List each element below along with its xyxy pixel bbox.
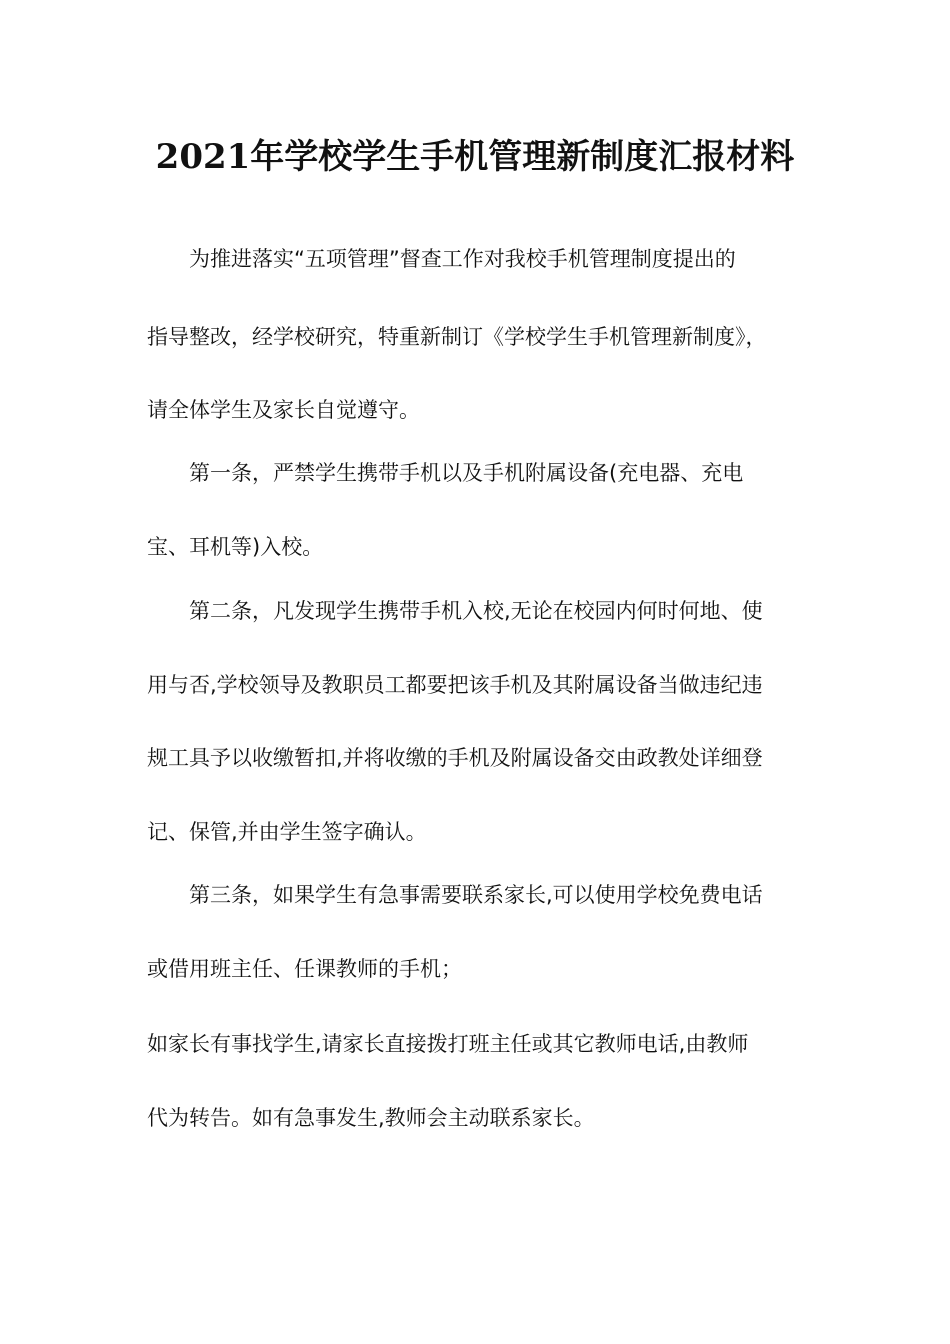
document-title: 2021年学校学生手机管理新制度汇报材料 [155, 137, 795, 177]
paragraph-line: 第一条，严禁学生携带手机以及手机附属设备(充电器、充电 [189, 461, 744, 485]
paragraph-line: 规工具予以收缴暂扣,并将收缴的手机及附属设备交由政教处详细登 [147, 746, 763, 770]
paragraph-line: 代为转告。如有急事发生,教师会主动联系家长。 [147, 1106, 595, 1130]
paragraph-line: 记、保管,并由学生签字确认。 [147, 820, 427, 844]
paragraph-line: 用与否,学校领导及教职员工都要把该手机及其附属设备当做违纪违 [147, 673, 763, 697]
paragraph-line: 指导整改，经学校研究，特重新制订《学校学生手机管理新制度》， [147, 325, 767, 349]
paragraph-line: 请全体学生及家长自觉遵守。 [147, 398, 420, 422]
paragraph-line: 如家长有事找学生,请家长直接拨打班主任或其它教师电话,由教师 [147, 1032, 749, 1056]
paragraph-line: 或借用班主任、任课教师的手机； [147, 957, 462, 981]
paragraph-line: 宝、耳机等)入校。 [147, 535, 324, 559]
paragraph-line: 第二条，凡发现学生携带手机入校,无论在校园内何时何地、使 [189, 599, 763, 623]
paragraph-line: 为推进落实“五项管理”督查工作对我校手机管理制度提出的 [189, 247, 736, 271]
paragraph-line: 第三条，如果学生有急事需要联系家长,可以使用学校免费电话 [189, 883, 763, 907]
